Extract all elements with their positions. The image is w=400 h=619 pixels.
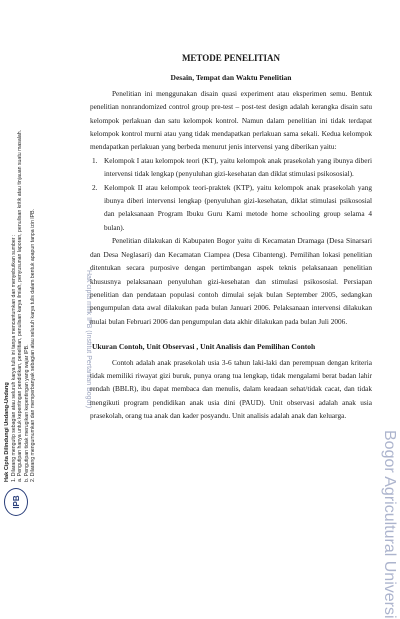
copyright-line: a. Pengutipan hanya untuk kepentingan pendidikan, penelitian, penulisan karya ilmiah, penyusunan laporan, penulisan kritik atau tinjauan suatu masalah. [17,129,24,482]
list-item: 2. Kelompok II atau kelompok teori-praktek (KTP), yaitu kelompok anak prasekolah yang ibunya diberi intervensi lengkap (penyuluhan gizi-kesehatan, diklat stimulasi psikososial dan pelaksanaan Program Ibuku Guru Kami metode home schooling group selama 4 bulan). [92,182,372,232]
section-heading: Ukuran Contoh, Unit Observasi , Unit Analisis dan Pemilihan Contoh [92,342,316,352]
list-item: 1. Kelompok I atau kelompok teori (KT), yaitu kelompok anak prasekolah yang ibunya diberi intervensi tidak lengkap (penyuluhan gizi-kesehatan dan diklat stimulasi psikososial). [92,155,372,179]
copyright-line: b. Pengutipan tidak merugikan kepentingan yang wajar IPB. [23,344,30,482]
copyright-notice [4,130,37,482]
ipb-logo-icon: IPB [4,488,28,516]
section-heading: Desain, Tempat dan Waktu Penelitian [170,73,292,83]
copyright-line: 1. Dilarang mengutip sebagian atau seluruh karya tulis ini tanpa mencantumkan dan menyebutkan sumber : [10,234,17,482]
chapter-title: METODE PENELITIAN [181,53,281,63]
paragraph: Penelitian ini menggunakan disain quasi experiment atau eksperimen semu. Bentuk penelitian nonrandomized control group pre-test – post-test design adalah kerangka disain satu kelompok perlakuan dan satu kelompok kontrol. Namun dalam penelitian ini tidak terdapat kelompok kontrol murni atau yang tidak mendapatkan perlakuan sama sekali. Kedua kelompok mendapatkan perlakuan yang berbeda menurut jenis intervensi yang diberikan yaitu: [90,88,372,152]
copyright-heading: Hak Cipta Dilindungi Undang-Undang [4,382,10,482]
watermark-university: Bogor Agricultural Universi [381,430,398,619]
group-list [90,154,372,234]
watermark-copyright: Hak cipta milik IPB (Institut Pertanian Bogor) [85,270,92,409]
paragraph: Penelitian dilakukan di Kabupaten Bogor yaitu di Kecamatan Dramaga (Desa Sinarsari dan Desa Neglasari) dan Kecamatan Ciampea (Desa Cibanteng). Pemilihan lokasi penelitian ditentukan secara purposive dengan pertimbangan aspek teknis pelaksanaan penelitian khususnya pelaksanaan penyuluhan gizi-kesehatan dan stimulasi psikososial. Persiapan penelitian dan pendataan populasi contoh dimulai sejak bulan September 2005, sedangkan pengumpulan data awal dilakukan pada bulan Januari 2006. Pelaksanaan intervensi dilakukan mulai bulan Februari 2006 dan pengumpulan data akhir dilakukan pada bulan Juli 2006. [90,236,372,326]
paragraph: Contoh adalah anak prasekolah usia 3-6 tahun laki-laki dan perempuan dengan kriteria tidak memiliki riwayat gizi buruk, punya orang tua lengkap, tidak mengalami berat badan lahir rendah (BBLR), ibu dapat membaca dan menulis, dalam keadaan sehat/tidak cacat, dan tidak mengikuti program pendidikan anak usia dini (PAUD). Unit observasi adalah anak usia prasekolah, orang tua anak dan kader posyandu. Unit analisis adalah anak dan keluarga. [90,357,372,421]
copyright-line: 2. Dilarang mengumumkan dan memperbanyak sebagian atau seluruh karya tulis dalam bentuk apapun tanpa izin IPB. [30,208,37,482]
